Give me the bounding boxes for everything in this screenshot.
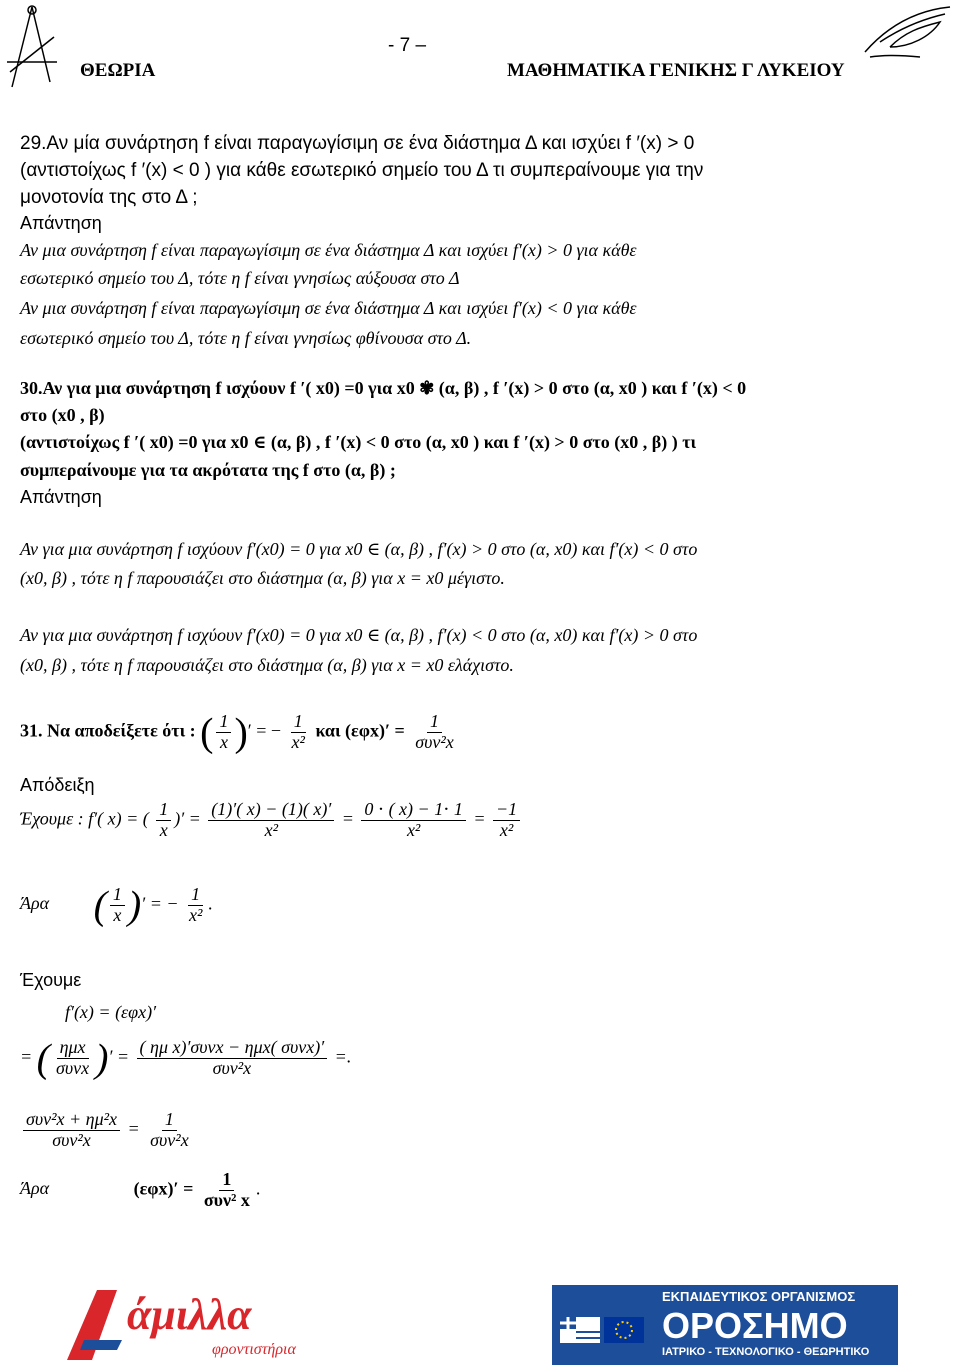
q31-final-line: Άρα (εφx)′ = $\frac{1}{\text{συν² x}}$ .: [20, 1169, 261, 1210]
banner-right-org: ΕΚΠΑΙΔΕΥΤΙΚΟΣ ΟΡΓΑΝΙΣΜΟΣ: [662, 1289, 856, 1304]
banner-right-name: ΟΡΟΣΗΜΟ: [662, 1305, 848, 1346]
eu-flag-icon: [604, 1317, 644, 1343]
banner-left-brand: άμιλλα: [127, 1290, 252, 1339]
header-right: ΜΑΘΗΜΑΤΙΚΑ ΓΕΝΙΚΗΣ Γ ΛΥΚΕΙΟΥ: [507, 60, 845, 81]
q29-answer-line3: Αν μια συνάρτηση f είναι παραγωγίσιμη σε ένα διάστημα Δ και ισχύει f′(x) < 0 για κάθε: [20, 298, 637, 318]
q29-answer-label: Απάντηση: [20, 213, 102, 233]
q31-proof-label: Απόδειξη: [20, 775, 95, 795]
page-number: - 7 –: [388, 35, 427, 56]
q30-answer-line2: (x0, β) , τότε η f παρουσιάζει στο διάστημα (α, β) για x = x0 μέγιστο.: [20, 568, 505, 588]
footer-banner: [62, 1285, 898, 1365]
q30-line1: 30.Αν για μια συνάρτηση f ισχύουν f ′( x0) =0 για x0 ✾ (α, β) , f ′(x) > 0 στο (α, x0 ) και f ′(x) < 0: [20, 378, 747, 398]
q31-have2-label: Έχουμε: [20, 970, 82, 990]
q30-line4: συμπεραίνουμε για τα ακρότατα της f στο (α, β) ;: [20, 460, 396, 480]
q30-answer-line1: Αν για μια συνάρτηση f ισχύουν f′(x0) = 0 για x0 ∈ (α, β) , f′(x) > 0 στο (α, x0) και f′(x) < 0 στο: [20, 539, 698, 559]
q29-line2: (αντιστοίχως f ′(x) < 0 ) για κάθε εσωτερικό σημείο του Δ τι συμπεραίνουμε για την: [20, 160, 704, 181]
q29-answer-line4: εσωτερικό σημείο του Δ, τότε η f είναι γνησίως φθίνουσα στο Δ.: [20, 328, 472, 348]
q29-line3: μονοτονία της στο Δ ;: [20, 187, 198, 208]
q31-quotient-line: = ( $\frac{\text{ημx}}{\text{συνx}}$ )′ = $\frac{\text{( ημ x)′συνx − ημx( συνx)′}}{\text{συν²x}}$ =.: [20, 1035, 352, 1081]
q30-answer-line3: Αν για μια συνάρτηση f ισχύουν f′(x0) = 0 για x0 ∈ (α, β) , f′(x) < 0 στο (α, x0) και f′(x) > 0 στο: [20, 625, 698, 645]
banner-left-sub: φροντιστήρια: [212, 1341, 296, 1358]
q29-line1: 29.Αν μία συνάρτηση f είναι παραγωγίσιμη σε ένα διάστημα Δ και ισχύει f ′(x) > 0: [20, 133, 695, 154]
q30-line3: (αντιστοίχως f ′( x0) =0 για x0 ∈ (α, β) , f ′(x) < 0 στο (α, x0 ) και f ′(x) > 0 στο (x0 , β) ) τι: [20, 432, 697, 452]
q31-statement: 31. Να αποδείξετε ότι : ( $\frac{1}{x}$ )′ = − $\frac{1}{\text{x²}}$ και (εφx)′ = $\frac{1}{\text{συν²x}}$: [20, 709, 454, 755]
q30-answer-label: Απάντηση: [20, 487, 102, 507]
q29-answer-line2: εσωτερικό σημείο του Δ, τότε η f είναι γνησίως αύξουσα στο Δ: [20, 268, 460, 288]
q30-line2: στο (x0 , β): [20, 405, 105, 425]
header-left: ΘΕΩΡΙΑ: [80, 60, 156, 81]
q31-fx-eq: f′(x) = (εφx)′: [65, 1002, 157, 1022]
quill-icon: [860, 2, 955, 62]
q29-answer-line1: Αν μια συνάρτηση f είναι παραγωγίσιμη σε ένα διάστημα Δ και ισχύει f′(x) > 0 για κάθε: [20, 240, 637, 260]
compass-icon: [2, 2, 62, 92]
banner-right-sub: ΙΑΤΡΙΚΟ - ΤΕΧΝΟΛΟΓΙΚΟ - ΘΕΩΡΗΤΙΚΟ: [662, 1346, 870, 1358]
q31-proof-line: Έχουμε : f′( x) = ( $\frac{1}{x}$ )′ = $\frac{(1)'( x) - (1)( x)'}{\text{x²}}$ = $\frac{0 \cdot ( x) - 1\cdot 1}{\text{x²}}$ = $\frac{-1}{\text{x²}}$: [20, 800, 523, 841]
q31-so-line: Άρα ( $\frac{1}{x}$ )′ = − $\frac{1}{\text{x²}}$ .: [20, 882, 213, 928]
q31-identity-line: $\frac{\text{συν²x + ημ²x}}{\text{συν²x}}$ = $\frac{1}{\text{συν²x}}$: [20, 1110, 195, 1151]
q30-answer-line4: (x0, β) , τότε η f παρουσιάζει στο διάστημα (α, β) για x = x0 ελάχιστο.: [20, 655, 514, 675]
